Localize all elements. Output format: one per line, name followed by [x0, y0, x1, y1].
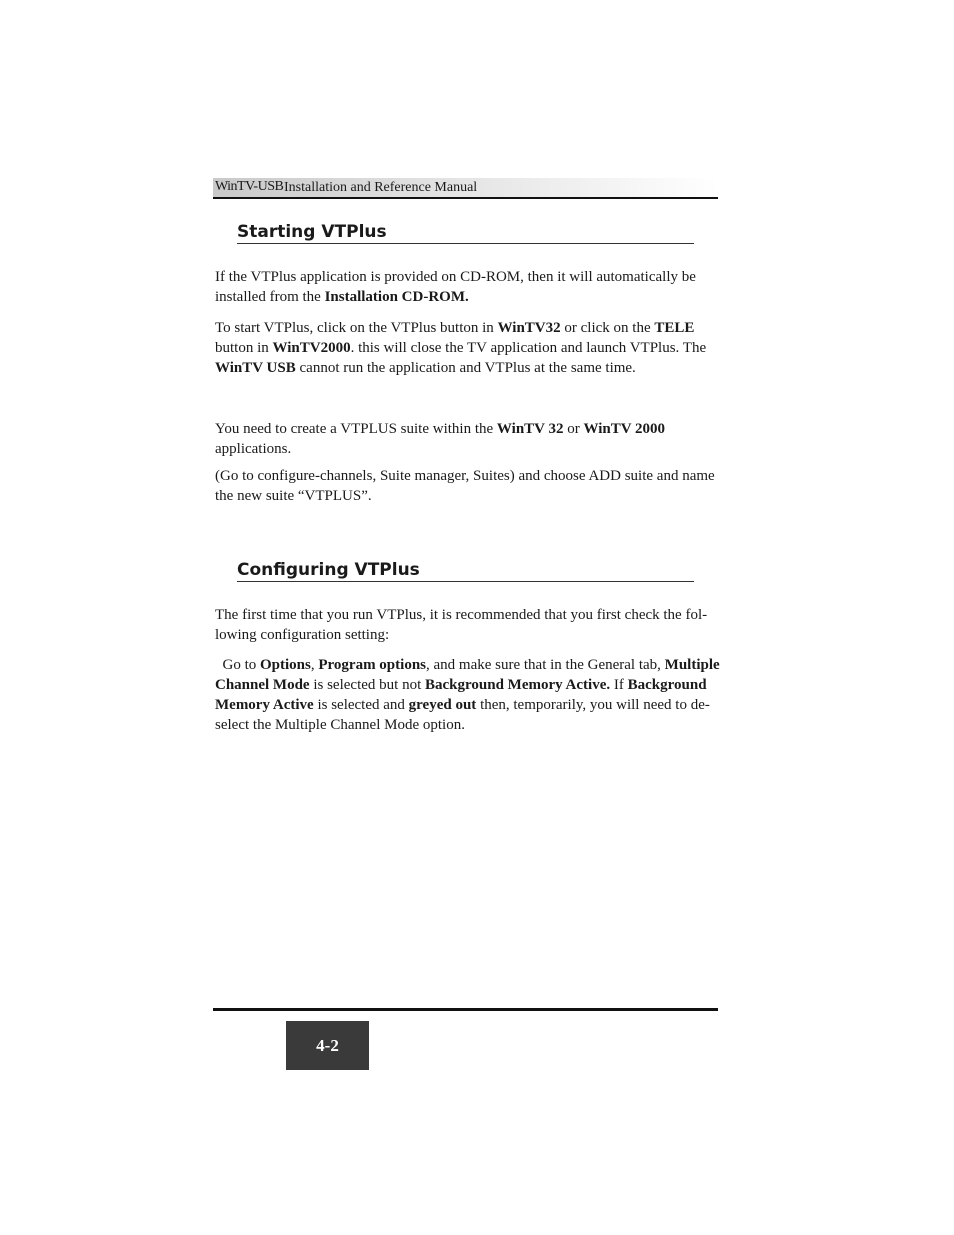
paragraph: Go to Options, Program options, and make sure that in the General tab, Multiple Channel Mode is selected but not Background Memory Active. If Background Memory Active is selected and greyed out then, temporarily, you will need to de-select the Multiple Channel Mode option.: [215, 657, 720, 733]
footer-rule: [213, 1008, 718, 1011]
paragraph: To start VTPlus, click on the VTPlus button in WinTV32 or click on the TELE button in WinTV2000. this will close the TV application and launch VTPlus. The WinTV USB cannot run the application and VTPlus at the same time.: [215, 320, 707, 376]
running-header: [213, 178, 718, 199]
page-number: 4-2: [286, 1021, 369, 1070]
paragraph: You need to create a VTPLUS suite within the WinTV 32 or WinTV 2000 applications.: [215, 421, 666, 457]
header-brand: WinTV-USB: [215, 179, 284, 194]
paragraph: The first time that you run VTPlus, it is recommended that you first check the fol-lowing configuration setting:: [215, 607, 708, 643]
section-title-configuring-vtplus: Configuring VTPlus: [237, 560, 694, 582]
header-title: Installation and Reference Manual: [284, 180, 478, 195]
paragraph: (Go to configure-channels, Suite manager, Suites) and choose ADD suite and name the new suite “VTPLUS”.: [215, 468, 715, 504]
paragraph: If the VTPlus application is provided on CD-ROM, then it will automatically be installed from the Installation CD-ROM.: [215, 269, 696, 305]
section-title-starting-vtplus: Starting VTPlus: [237, 222, 694, 244]
